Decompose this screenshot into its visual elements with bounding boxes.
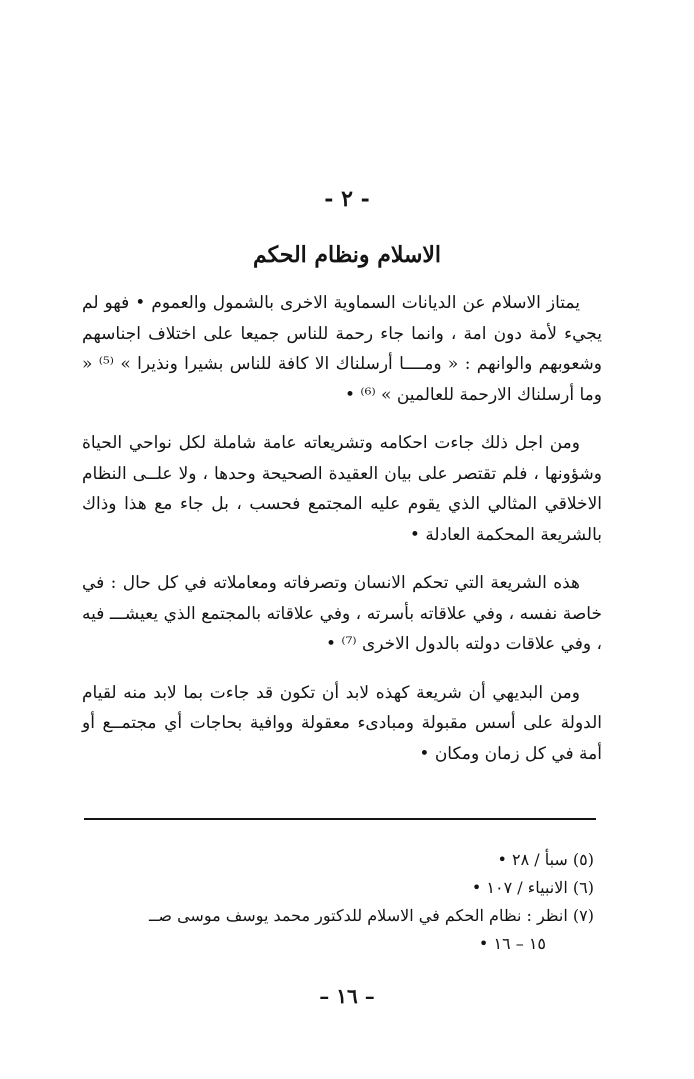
- paragraph: ومن البديهي أن شريعة كهذه لابد أن تكون قد جاءت بما لابد منه لقيام الدولة على أسس مقبولة ومبادىء معقولة ووافية بحاجات أي مجتمــع أو أمة في كل زمان ومكان •: [82, 682, 602, 764]
- paragraph: يمتاز الاسلام عن الديانات السماوية الاخرى بالشمول والعموم • فهو لم يجيء لأمة دون امة ، وانما جاء رحمة للناس جميعا على اختلاف اجناسهم وشعوبهم والوانهم : « ومــــا أرسلناك الا كافة للناس بشيرا ونذيرا » ⁽⁵⁾ « وما أرسلناك الارحمة للعالمين » ⁽⁶⁾ •: [82, 293, 602, 405]
- footnote-continuation: ١٥ – ١٦ •: [478, 934, 546, 953]
- footnote: (٦) الانبياء / ١٠٧ •: [471, 878, 594, 897]
- footnote: (٧) انظر : نظام الحكم في الاسلام للدكتور محمد يوسف موسى صــ: [149, 906, 594, 925]
- body-text: [82, 288, 602, 787]
- footnotes: [84, 846, 594, 958]
- page-number: – ١٦ –: [319, 984, 375, 1008]
- paragraph: ومن اجل ذلك جاءت احكامه وتشريعاته عامة شاملة لكل نواحي الحياة وشؤونها ، فلم تقتصر على بيان العقيدة الصحيحة وحدها ، ولا علــى النظام الاخلاقي المثالي الذي يقوم عليه المجتمع فحسب ، بل جاء مع هذا وذاك بالشريعة المحكمة العادلة •: [82, 433, 602, 545]
- footnote: (٥) سبأ / ٢٨ •: [497, 850, 594, 869]
- paragraph: هذه الشريعة التي تحكم الانسان وتصرفاته ومعاملاته في كل حال : في خاصة نفسه ، وفي علاقاته بأسرته ، وفي علاقاته بالمجتمع الذي يعيشـــ فيه ، وفي علاقات دولته بالدول الاخرى ⁽⁷⁾ •: [82, 573, 602, 654]
- footnote-separator: [84, 818, 596, 820]
- chapter-title: الاسلام ونظام الحكم: [252, 242, 442, 268]
- chapter-number: - ٢ -: [324, 186, 370, 212]
